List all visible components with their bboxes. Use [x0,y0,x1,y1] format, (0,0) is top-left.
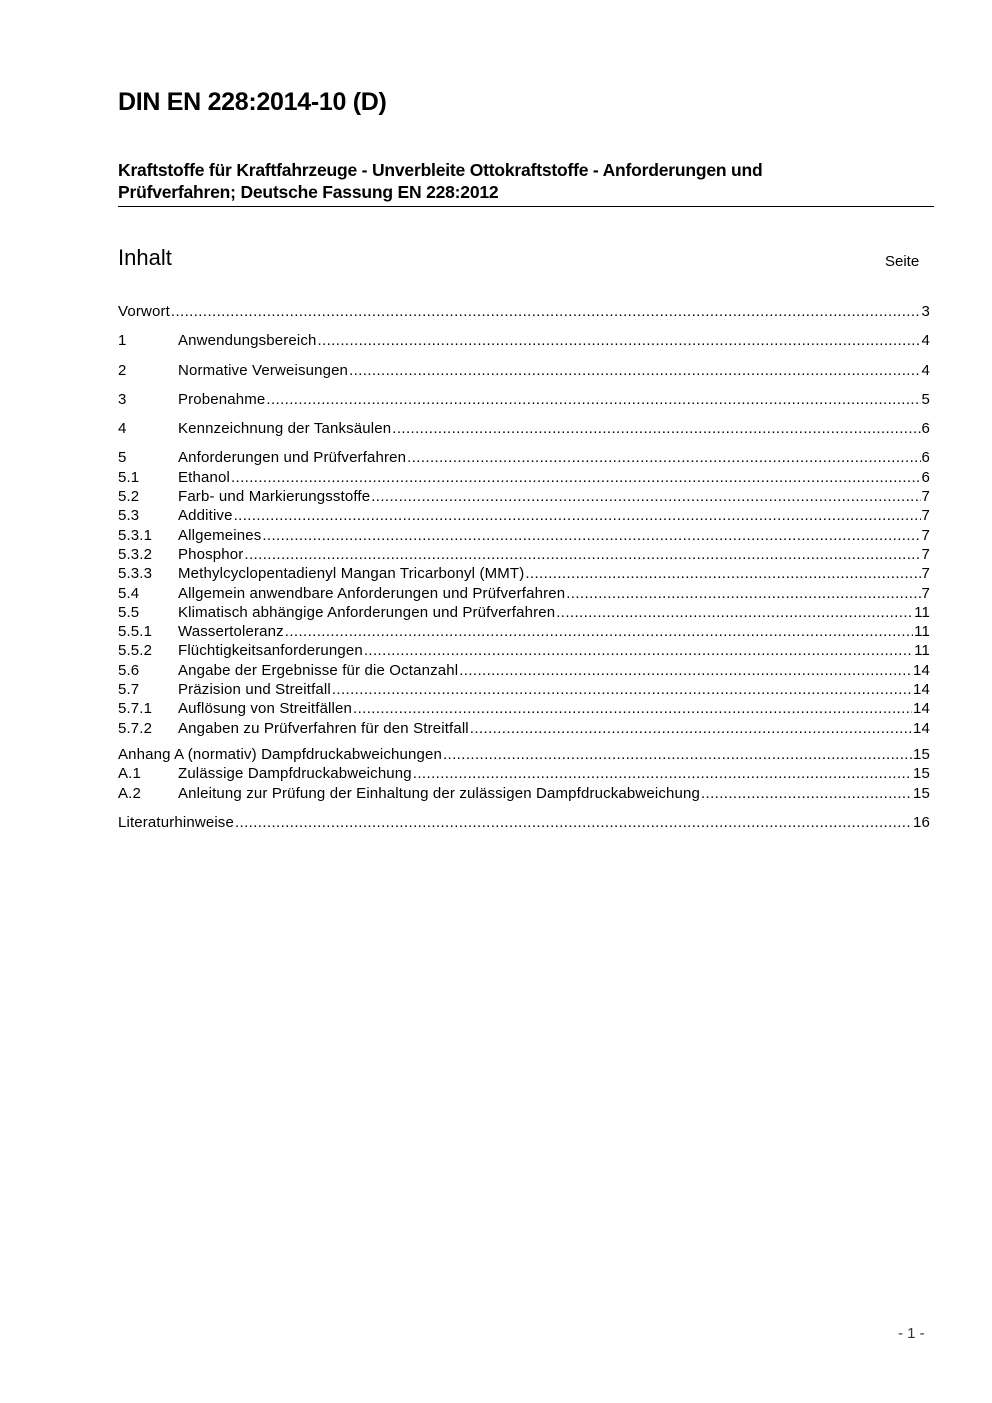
toc-leader-dots [332,680,912,699]
toc-entry-page: 6 [921,468,930,486]
toc-leader-dots [235,813,912,832]
toc-leader-dots [566,584,920,603]
toc-entry-page: 6 [921,420,930,438]
toc-entry-page: 14 [913,681,930,699]
toc-leader-dots [231,468,921,487]
toc-entry-title: Angabe der Ergebnisse für die Octanzahl [178,661,459,679]
toc-entry-number: 5.7.2 [118,719,153,737]
toc-entry-title: Normative Verweisungen [178,361,349,379]
toc-leader-dots [459,661,912,680]
toc-leader-dots [364,641,913,660]
toc-entry-5-1[interactable] [118,468,930,487]
toc-entry-number: 5.5 [118,603,140,621]
toc-entry-title: Wassertoleranz [178,623,284,641]
toc-entry-title: Allgemeines [178,526,262,544]
toc-entry-5-4[interactable] [118,584,930,603]
toc-page-column-label: Seite [885,253,920,270]
toc-leader-dots [349,361,920,380]
toc-entry-4[interactable] [118,419,930,438]
toc-heading: Inhalt [118,245,172,270]
toc-entry-5-6[interactable] [118,661,930,680]
toc-entry-5-3[interactable] [118,506,930,525]
toc-entry-number: 5.5.2 [118,642,153,660]
toc-entry-number: 5.2 [118,488,140,506]
toc-leader-dots [244,545,920,564]
toc-entry-title: Angaben zu Prüfverfahren für den Streitfall [178,719,469,737]
toc-leader-dots [392,419,920,438]
toc-entry-literaturhinweise[interactable] [118,813,930,832]
toc-entry-5-3-1[interactable] [118,526,930,545]
toc-entry-number: 5.4 [118,584,140,602]
toc-entry-page: 14 [913,700,930,718]
toc-entry-title: Ethanol [178,468,230,486]
toc-entry-page: 11 [914,623,930,641]
subtitle-line-1: Kraftstoffe für Kraftfahrzeuge - Unverbleite Ottokraftstoffe - Anforderungen und [118,160,763,180]
toc-entry-number: 5.3.1 [118,526,153,544]
toc-leader-dots [470,719,912,738]
toc-leader-dots [413,764,912,783]
toc-entry-title: Allgemein anwendbare Anforderungen und Prüfverfahren [178,584,566,602]
toc-leader-dots [701,784,912,803]
toc-leader-dots [285,622,913,641]
toc-leader-dots [234,506,921,525]
toc-leader-dots [353,699,912,718]
toc-entry-page: 15 [913,765,930,783]
toc-entry-title: Additive [178,507,233,525]
toc-entry-title: Farb- und Markierungsstoffe [178,488,371,506]
toc-entry-page: 15 [913,784,930,802]
toc-entry-5-3-3[interactable] [118,564,930,583]
toc-entry-anhang-a[interactable] [118,745,930,764]
toc-entry-title: Anwendungsbereich [178,332,317,350]
toc-leader-dots [266,390,920,409]
document-subtitle [118,159,934,207]
toc-entry-number: 3 [118,390,127,408]
toc-entry-number: 5.6 [118,661,140,679]
toc-entry-number: 4 [118,420,127,438]
toc-entry-page: 7 [921,526,930,544]
toc-entry-page: 4 [921,332,930,350]
toc-entry-page: 6 [921,449,930,467]
toc-entry-title: Vorwort [118,303,170,320]
toc-entry-page: 3 [921,303,930,320]
toc-entry-number: 5.1 [118,468,140,486]
toc-leader-dots [317,331,920,350]
toc-entry-page: 15 [913,745,930,763]
toc-entry-title: Methylcyclopentadienyl Mangan Tricarbonyl (MMT) [178,565,525,583]
toc-entry-page: 7 [921,488,930,506]
toc-entry-5[interactable] [118,448,930,467]
toc-leader-dots [171,302,921,321]
toc-entry-number: 5.5.1 [118,623,153,641]
toc-entry-number: 5.3 [118,507,140,525]
toc-entry-title: Präzision und Streitfall [178,681,331,699]
toc-entry-page: 16 [913,813,930,831]
toc-entry-page: 11 [914,603,930,621]
toc-entry-5-7[interactable] [118,680,930,699]
toc-leader-dots [371,487,920,506]
toc-entry-5-5-2[interactable] [118,641,930,660]
toc-entry-page: 7 [921,545,930,563]
toc-entry-a-2[interactable] [118,784,930,803]
document-title: DIN EN 228:2014-10 (D) [118,88,387,116]
toc-entry-number: 5.7 [118,681,140,699]
toc-entry-number: 5.3.3 [118,565,153,583]
toc-entry-title: Flüchtigkeitsanforderungen [178,642,363,660]
toc-entry-page: 4 [921,361,930,379]
toc-leader-dots [556,603,913,622]
toc-entry-5-3-2[interactable] [118,545,930,564]
toc-entry-title: Auflösung von Streitfällen [178,700,353,718]
toc-entry-number: 5.3.2 [118,545,153,563]
toc-entry-title: Kennzeichnung der Tanksäulen [178,420,392,438]
toc-entry-title: Anhang A (normativ) Dampfdruckabweichungen [118,745,442,763]
toc-entry-1[interactable] [118,331,930,350]
toc-entry-number: A.2 [118,784,141,802]
toc-entry-5-5[interactable] [118,603,930,622]
toc-entry-title: Literaturhinweise [118,813,234,831]
toc-entry-5-7-1[interactable] [118,699,930,718]
toc-entry-page: 5 [921,390,930,408]
toc-entry-page: 7 [921,584,930,602]
toc-entry-5-2[interactable] [118,487,930,506]
page-number: - 1 - [898,1325,925,1342]
subtitle-line-2: Prüfverfahren; Deutsche Fassung EN 228:2012 [118,182,499,202]
table-of-contents [118,302,930,832]
toc-entry-title: Anleitung zur Prüfung der Einhaltung der zulässigen Dampfdruckabweichung [178,784,700,802]
toc-leader-dots [262,526,920,545]
toc-entry-page: 7 [921,565,930,583]
toc-entry-number: 1 [118,332,127,350]
toc-entry-number: 2 [118,361,127,379]
toc-leader-dots [525,564,920,583]
toc-entry-title: Phosphor [178,545,244,563]
toc-leader-dots [443,745,912,764]
toc-entry-title: Klimatisch abhängige Anforderungen und Prüfverfahren [178,603,556,621]
toc-entry-vorwort[interactable] [118,302,930,321]
toc-entry-title: Probenahme [178,390,266,408]
toc-entry-title: Zulässige Dampfdruckabweichung [178,765,412,783]
toc-entry-5-5-1[interactable] [118,622,930,641]
toc-entry-5-7-2[interactable] [118,719,930,738]
toc-entry-number: A.1 [118,765,141,783]
toc-entry-page: 14 [913,661,930,679]
toc-entry-number: 5.7.1 [118,700,153,718]
toc-leader-dots [407,448,920,467]
toc-entry-page: 7 [921,507,930,525]
toc-entry-3[interactable] [118,390,930,409]
toc-entry-page: 14 [913,719,930,737]
toc-entry-2[interactable] [118,361,930,380]
toc-entry-a-1[interactable] [118,764,930,783]
toc-entry-page: 11 [914,642,930,660]
toc-entry-title: Anforderungen und Prüfverfahren [178,449,407,467]
toc-entry-number: 5 [118,449,127,467]
